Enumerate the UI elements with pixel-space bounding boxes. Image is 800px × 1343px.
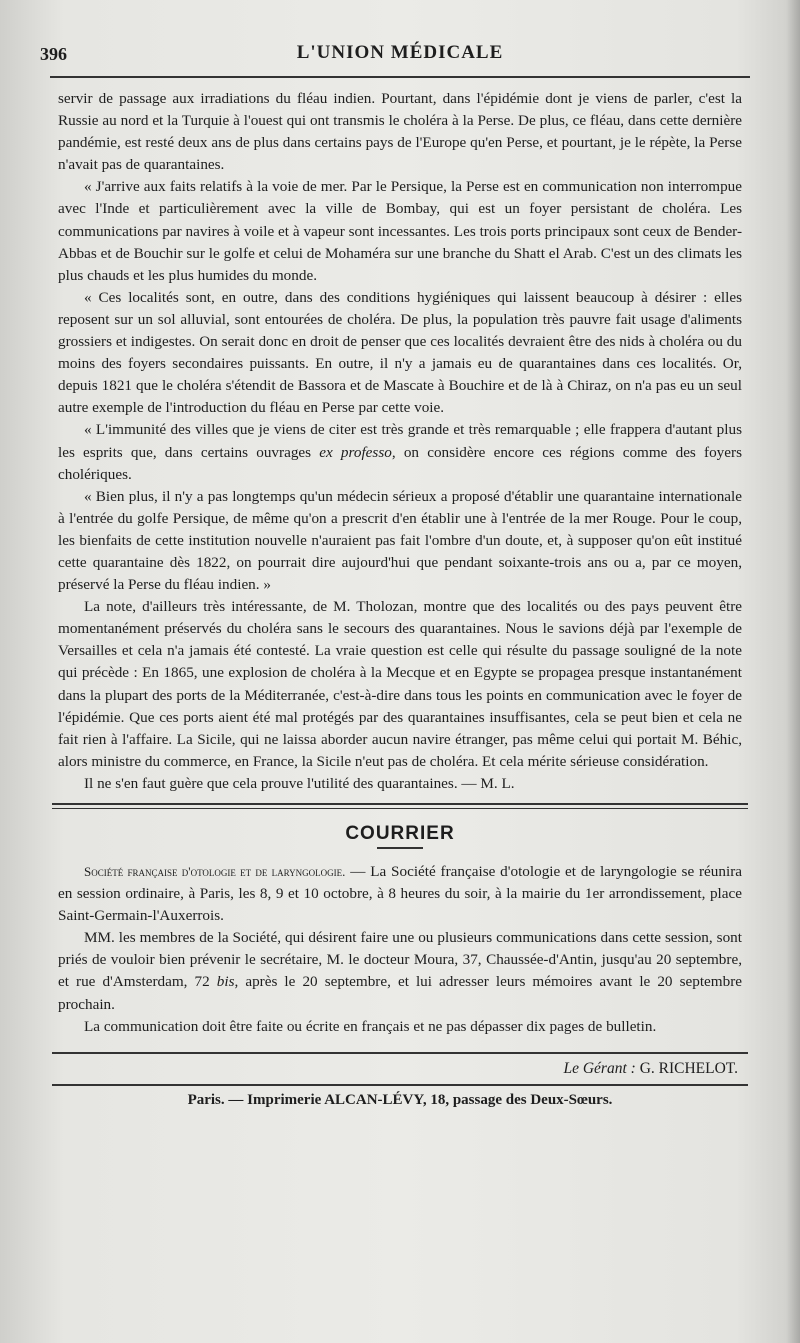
gerant-label: Le Gérant :	[563, 1059, 636, 1077]
footer-rule	[52, 1084, 748, 1086]
page-header	[40, 38, 742, 70]
paragraph: servir de passage aux irradiations du fléau indien. Pourtant, dans l'épidémie dont je viens de parler, c'est la Russie au nord et la Turquie à l'ouest qui ont transmis le choléra à la Perse. De plus, ce fléau, dans cette dernière pandémie, est resté deux ans de plus dans certains pays de l'Europe qu'en Perse, et pourtant, je le répète, la Perse n'avait pas de quarantaines.	[58, 90, 742, 174]
article-body	[58, 88, 742, 795]
paragraph: La communication doit être faite ou écrite en français et ne pas dépasser dix pages de bulletin.	[84, 1017, 657, 1035]
paragraph-text: , on considère encore ces régions comme des foyers cholériques.	[58, 443, 742, 483]
society-name: Société française d'otologie et de laryngologie.	[84, 864, 346, 879]
paragraph-text: — La Société française d'otologie et de laryngologie se réunira en session ordinaire, à Paris, les 8, 9 et 10 octobre, à 8 heures du soir, à la mairie du 1er arrondissement, place Saint-Germain-l'Auxerrois.	[58, 863, 742, 925]
paragraph	[58, 419, 742, 485]
page-number: 396	[40, 44, 67, 64]
footer-rule	[52, 1052, 748, 1054]
paragraph-text: , après le 20 septembre, et lui adresser leurs mémoires avant le 20 septembre prochain.	[58, 973, 742, 1013]
paragraph: « Ces localités sont, en outre, dans des conditions hygiéniques qui laissent beaucoup à désirer : elles reposent sur un sol alluvial, sont entourées de choléra. De plus, la population très pauvre fait usage d'aliments grossiers et indigestes. On serait donc en droit de penser que ces localités devraient être des nids à choléra ou du moins des foyers secondaires puissants. En outre, il n'y a jamais eu de quarantaines dans ces localités. Or, depuis 1821 que le choléra s'étendit de Bassora et de Mascate à Bouchire et de là à Chiraz, on n'a pas eu un seul autre exemple de l'introduction du fléau en Perse par cette voie.	[58, 288, 742, 417]
gerant-signature	[58, 1060, 738, 1078]
italic-phrase: ex professo	[319, 443, 392, 461]
section-title: COURRIER	[345, 823, 455, 844]
paragraph: « Bien plus, il n'y a pas longtemps qu'un médecin sérieux a proposé d'établir une quarantaine internationale à l'entrée du golfe Persique, de même qu'on a prescrit d'en établir une à l'entrée de la mer Rouge. Pour le coup, les bienfaits de cette institution nouvelle n'auraient pas fait l'ombre d'un doute, et, à supposer qu'on eût institué cette quarantaine dès 1822, on pourrait dire aujourd'hui que pendant soixante-trois ans ou a, par ce moyen, préservé la Perse du fléau indien. »	[58, 487, 742, 594]
title-underline	[377, 847, 423, 849]
paragraph	[58, 927, 742, 1015]
section-divider	[52, 803, 748, 809]
paragraph-text: « L'immunité des villes que je viens de citer est très grande et très remarquable ; elle frappera d'autant plus les esprits que, dans certains ouvrages	[58, 421, 742, 461]
header-rule	[50, 76, 750, 78]
gerant-name: G. RICHELOT.	[635, 1059, 738, 1077]
paragraph-text: MM. les membres de la Société, qui désirent faire une ou plusieurs communications dans cette session, sont priés de vouloir bien prévenir le secrétaire, M. le docteur Moura, 37, Chaussée-d'Antin, jusqu'au 20 septembre, et rue d'Amsterdam, 72	[58, 929, 742, 991]
paragraph	[58, 861, 742, 927]
courrier-body	[58, 861, 742, 1038]
paragraph: Il ne s'en faut guère que cela prouve l'utilité des quarantaines. — M. L.	[84, 774, 515, 792]
printer-imprint: Paris. — Imprimerie ALCAN-LÉVY, 18, passage des Deux-Sœurs.	[187, 1091, 613, 1108]
paragraph: La note, d'ailleurs très intéressante, de M. Tholozan, montre que des localités ou des pays peuvent être momentanément préservés du choléra sans le secours des quarantaines. Nous le savions déjà par l'exemple de Versailles et cela n'a jamais été contesté. La vraie question est celle qui résulte du passage souligné de la note qui précède : En 1865, une explosion de choléra à la Mecque et en Egypte se propagea presque instantanément dans la plupart des ports de la Méditerranée, c'est-à-dire dans tous les points en communication avec le foyer de l'épidémie. Que ces ports aient été mal protégés par des quarantaines insuffisantes, cela se peut bien et cela ne fait rien à l'affaire. La Sicile, qui ne laissa aborder aucun navire étranger, pas même celui qui portait M. Béhic, alors ministre du commerce, en France, la Sicile n'eut pas de choléra. Et cela mérite sérieuse considération.	[58, 598, 742, 770]
italic-word: bis	[216, 973, 235, 991]
running-title: L'UNION MÉDICALE	[296, 42, 504, 63]
paragraph: « J'arrive aux faits relatifs à la voie de mer. Par le Persique, la Perse est en communication non interrompue avec l'Inde et particulièrement avec la ville de Bombay, qui est un foyer persistant de choléra. Les communications par navires à voile et à vapeur sont incessantes. Les trois ports principaux sont ceux de Bender-Abbas et de Bouchir sur le golfe et celui de Mohaméra sur une branche du Shatt el Arab. C'est un des climats les plus chauds et les plus humides du monde.	[58, 178, 742, 284]
